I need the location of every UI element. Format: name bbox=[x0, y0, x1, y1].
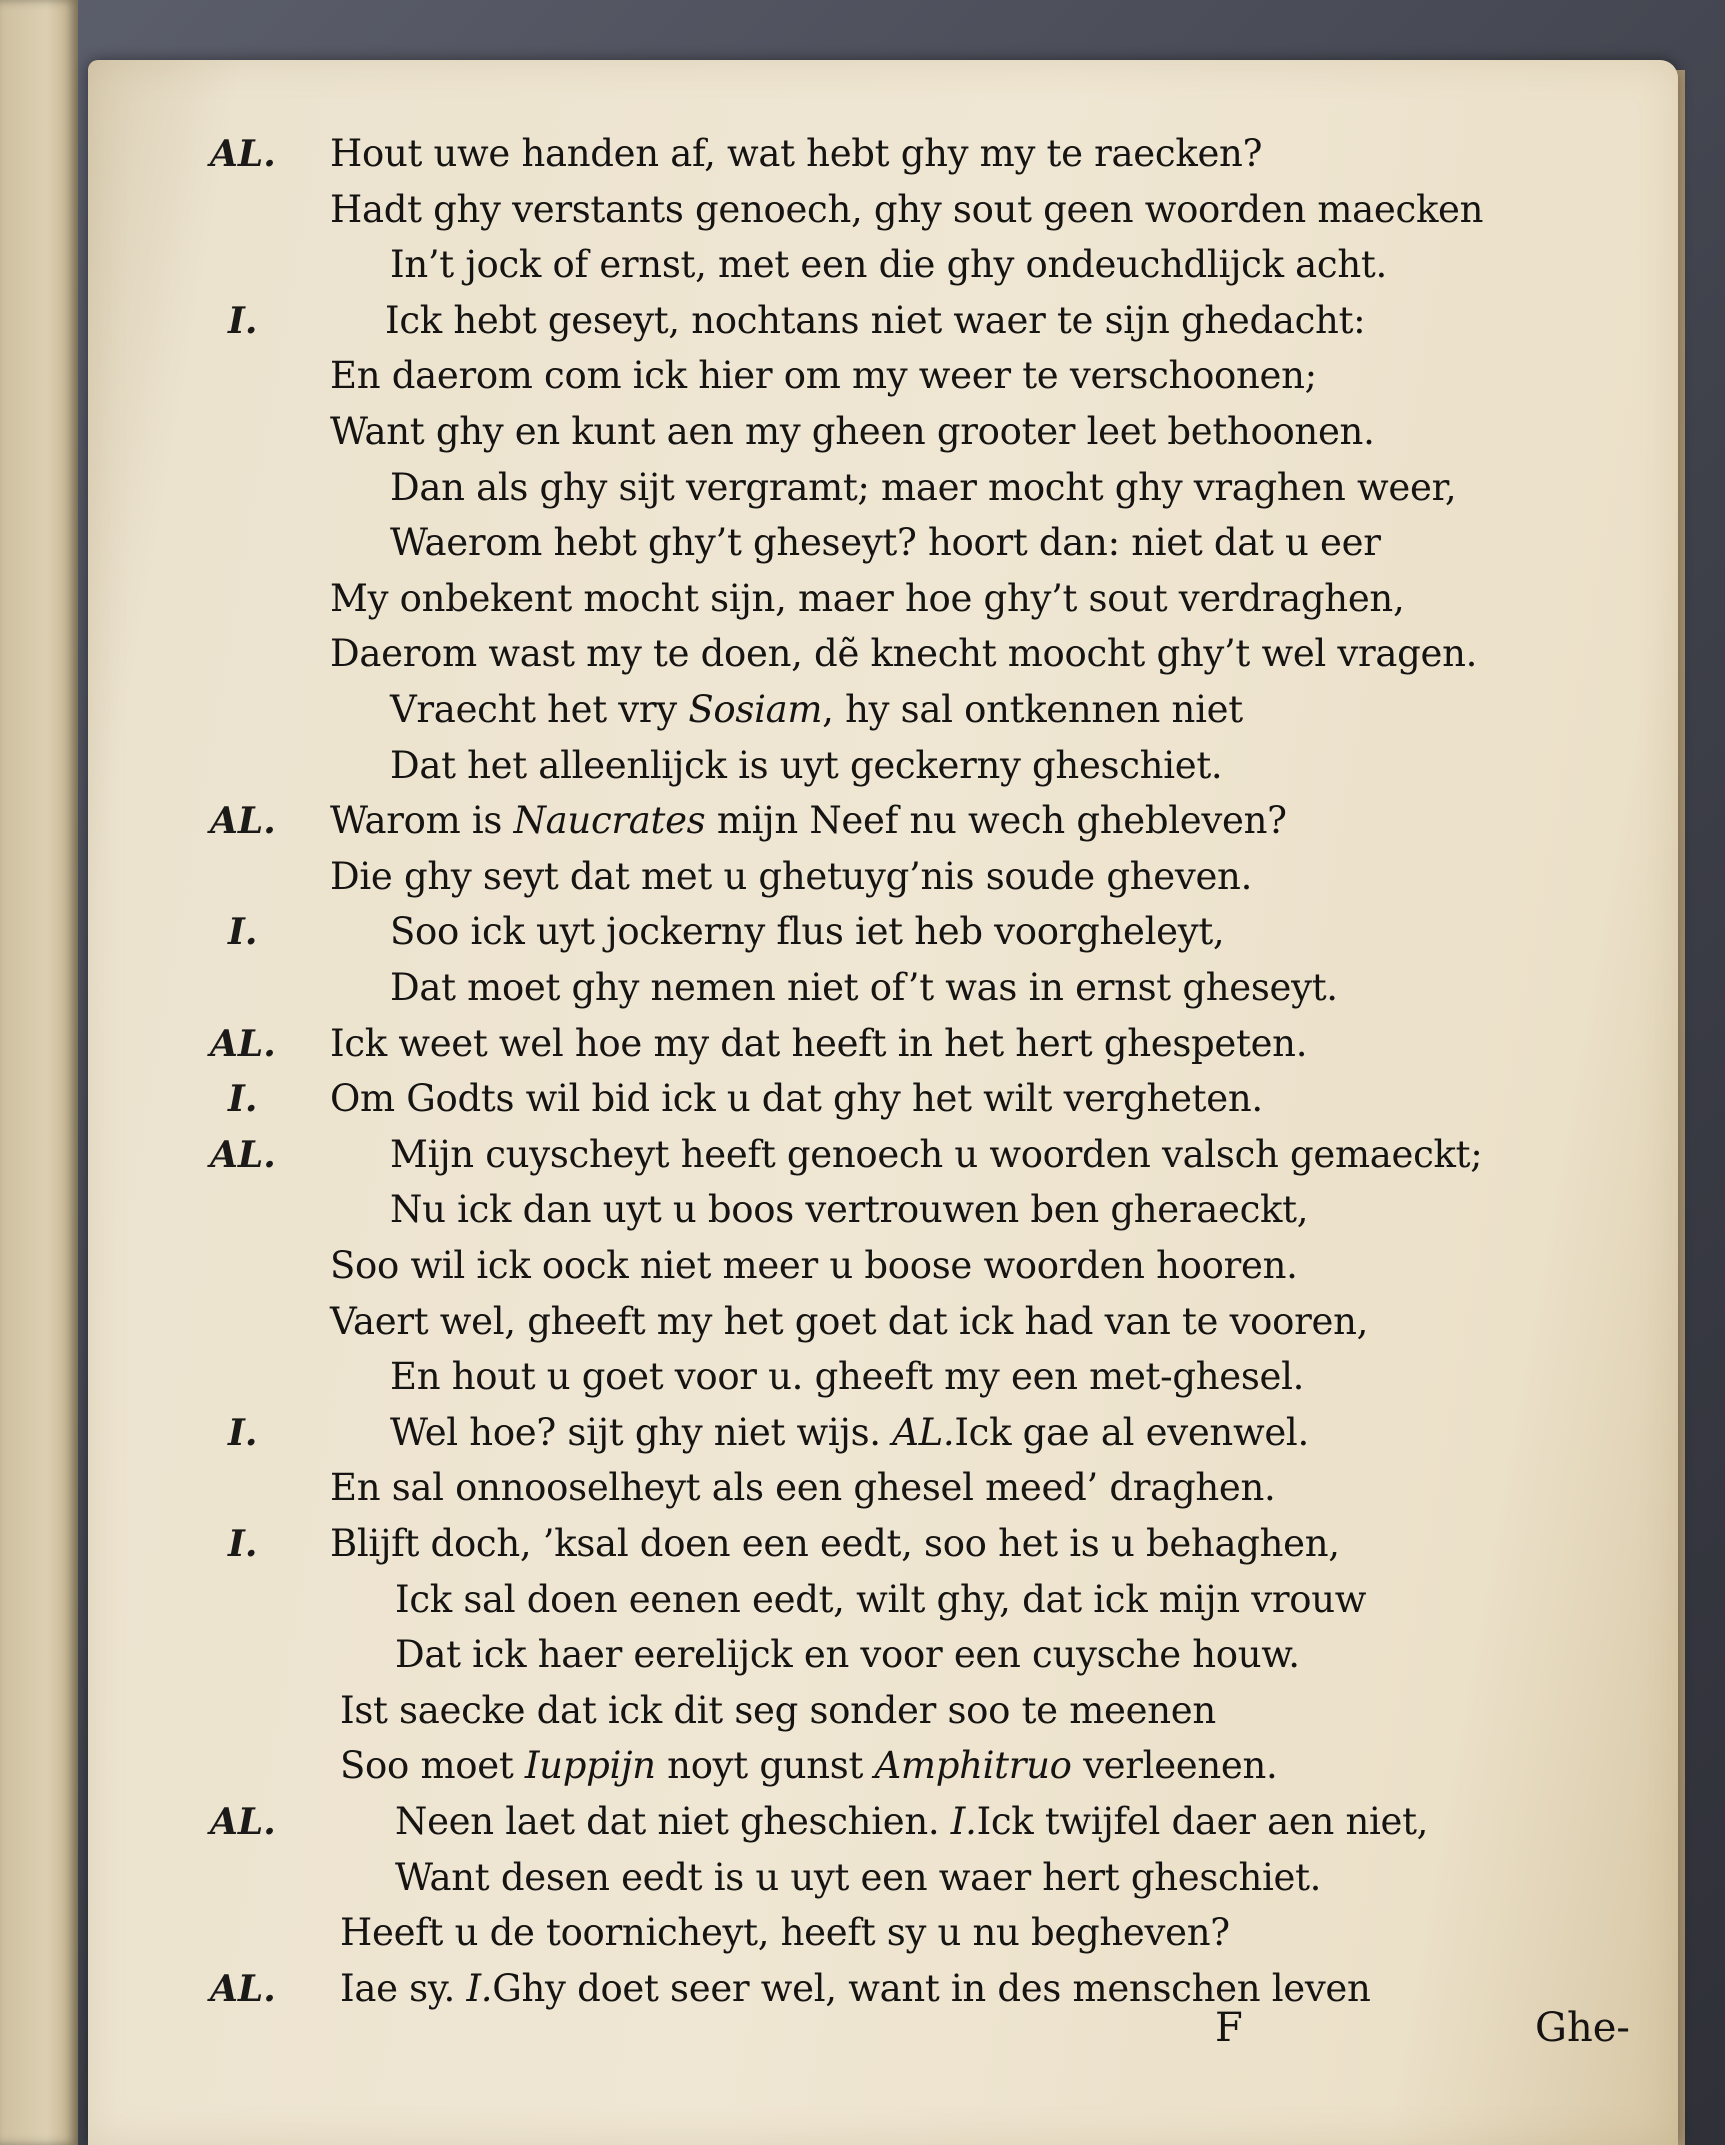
verse-line bbox=[0, 1349, 1725, 1405]
verse-line bbox=[0, 1016, 1725, 1072]
verse-text: Ist saecke dat ick dit seg sonder soo te meenen bbox=[340, 1688, 1216, 1732]
speaker-label: AL. bbox=[210, 1801, 276, 1843]
verse-line bbox=[0, 126, 1725, 182]
verse-line bbox=[0, 293, 1725, 349]
verse-text bbox=[390, 1405, 1309, 1461]
verse-line bbox=[0, 904, 1725, 960]
verse-text: Hadt ghy verstants genoech, ghy sout geen woorden maecken bbox=[330, 187, 1484, 231]
verse-segment: Ghy doet seer wel, want in des menschen leven bbox=[492, 1966, 1371, 2010]
speaker-label: I. bbox=[228, 299, 258, 342]
italic-name: AL. bbox=[892, 1410, 955, 1454]
verse-text bbox=[330, 793, 1287, 849]
verse-text: Soo wil ick oock niet meer u boose woorden hooren. bbox=[330, 1244, 1298, 1287]
italic-name: Naucrates bbox=[513, 799, 706, 843]
italic-name: I. bbox=[950, 1800, 977, 1843]
verse-line bbox=[0, 626, 1725, 682]
speaker-label: I. bbox=[228, 1411, 258, 1454]
verse-segment: noyt gunst bbox=[655, 1744, 875, 1788]
verse-text: Ick sal doen eenen eedt, wilt ghy, dat ick mijn vrouw bbox=[395, 1577, 1367, 1621]
verse-line bbox=[0, 1627, 1725, 1683]
verse-line bbox=[0, 1238, 1725, 1294]
verse-segment: Ick twijfel daer aen niet, bbox=[976, 1800, 1429, 1843]
verse-line bbox=[0, 348, 1725, 404]
verse-segment: Ick gae al evenwel. bbox=[954, 1410, 1309, 1454]
verse-text: Heeft u de toornicheyt, heeft sy u nu begheven? bbox=[340, 1911, 1230, 1955]
verse-text: En daerom com ick hier om my weer te verschoonen; bbox=[330, 354, 1317, 398]
verse-text: Blijft doch, ’ksal doen een eedt, soo het is u behaghen, bbox=[330, 1522, 1340, 1565]
verse-segment: , hy sal ontkennen niet bbox=[822, 688, 1243, 731]
verse-line bbox=[0, 1516, 1725, 1572]
verse-line bbox=[0, 1683, 1725, 1739]
verse-line bbox=[0, 1127, 1725, 1183]
verse-text bbox=[340, 1738, 1278, 1794]
italic-name: Amphitruo bbox=[874, 1744, 1072, 1788]
verse-line bbox=[0, 793, 1725, 849]
verse-line bbox=[0, 571, 1725, 627]
verse-line bbox=[0, 182, 1725, 238]
verse-line bbox=[0, 738, 1725, 794]
verse-text: Dat moet ghy nemen niet of’t was in ernst gheseyt. bbox=[390, 966, 1338, 1009]
verse-text: Dat het alleenlijck is uyt geckerny gheschiet. bbox=[390, 743, 1223, 787]
verse-text: Soo ick uyt jockerny flus iet heb voorgheleyt, bbox=[390, 910, 1225, 954]
speaker-label: I. bbox=[228, 911, 258, 954]
verse-text: My onbekent mocht sijn, maer hoe ghy’t sout verdraghen, bbox=[330, 576, 1405, 620]
verse-text: Dan als ghy sijt vergramt; maer mocht ghy vraghen weer, bbox=[390, 465, 1457, 509]
verse-line bbox=[0, 237, 1725, 293]
italic-name: Iuppijn bbox=[524, 1744, 656, 1788]
verse-line bbox=[0, 849, 1725, 905]
verse-line bbox=[0, 1071, 1725, 1127]
verse-line bbox=[0, 1182, 1725, 1238]
verse-line bbox=[0, 1572, 1725, 1628]
verse-line bbox=[0, 1850, 1725, 1906]
speaker-label: AL. bbox=[210, 1967, 276, 2010]
verse-text: Vaert wel, gheeft my het goet dat ick had van te vooren, bbox=[330, 1299, 1369, 1343]
verse-segment: Soo moet bbox=[340, 1744, 525, 1788]
verse-line bbox=[0, 1738, 1725, 1794]
verse-text: Want desen eedt is u uyt een waer hert gheschiet. bbox=[395, 1855, 1322, 1899]
verse-segment: Warom is bbox=[330, 799, 514, 843]
verse-segment: Iae sy. bbox=[340, 1966, 467, 2010]
speaker-label: I. bbox=[228, 1523, 258, 1565]
verse-line bbox=[0, 404, 1725, 460]
verse-text: Daerom wast my te doen, dẽ knecht moocht ghy’t wel vragen. bbox=[330, 632, 1478, 676]
verse-segment: mijn Neef nu wech ghebleven? bbox=[705, 799, 1287, 843]
signature-mark: F bbox=[1215, 2005, 1243, 2051]
verse-line bbox=[0, 515, 1725, 571]
italic-name: Sosiam bbox=[688, 688, 823, 731]
verse-line bbox=[0, 1905, 1725, 1961]
verse-text: Want ghy en kunt aen my gheen grooter leet bethoonen. bbox=[330, 410, 1375, 453]
speaker-label: AL. bbox=[210, 133, 276, 175]
verse-segment: Vraecht het vry bbox=[390, 688, 689, 731]
verse-text: Dat ick haer eerelijck en voor een cuysche houw. bbox=[395, 1633, 1300, 1677]
verse-text bbox=[395, 1794, 1428, 1850]
italic-name: I. bbox=[466, 1966, 493, 2010]
verse-text: Hout uwe handen af, wat hebt ghy my te raecken? bbox=[330, 132, 1263, 175]
verse-text: En sal onnooselheyt als een ghesel meed’ draghen. bbox=[330, 1466, 1276, 1510]
speaker-label: AL. bbox=[210, 800, 276, 843]
verse-text bbox=[390, 682, 1243, 738]
speaker-label: AL. bbox=[210, 1133, 276, 1176]
verse-text: Mijn cuyscheyt heeft genoech u woorden valsch gemaeckt; bbox=[390, 1132, 1483, 1176]
verse-text: In’t jock of ernst, met een die ghy ondeuchdlijck acht. bbox=[390, 243, 1387, 287]
verse-text: Nu ick dan uyt u boos vertrouwen ben gheraeckt, bbox=[390, 1188, 1309, 1232]
speaker-label: AL. bbox=[210, 1022, 276, 1065]
verse-line bbox=[0, 1294, 1725, 1350]
verse-segment: verleenen. bbox=[1071, 1744, 1278, 1788]
catchword: Ghe- bbox=[1535, 2005, 1630, 2051]
verse-text: Die ghy seyt dat met u ghetuyg’nis soude gheven. bbox=[330, 854, 1253, 898]
verse-text: Ick hebt geseyt, nochtans niet waer te sijn ghedacht: bbox=[385, 298, 1366, 342]
verse-text: Waerom hebt ghy’t gheseyt? hoort dan: niet dat u eer bbox=[390, 521, 1381, 565]
verse-line bbox=[0, 1961, 1725, 2017]
verse-line bbox=[0, 460, 1725, 516]
verse-segment: Neen laet dat niet gheschien. bbox=[395, 1800, 951, 1843]
verse-line bbox=[0, 682, 1725, 738]
verse-line bbox=[0, 960, 1725, 1016]
speaker-label: I. bbox=[228, 1078, 258, 1121]
verse-segment: Wel hoe? sijt ghy niet wijs. bbox=[390, 1410, 893, 1454]
verse-text: Om Godts wil bid ick u dat ghy het wilt vergheten. bbox=[330, 1077, 1263, 1121]
verse-text: En hout u goet voor u. gheeft my een met-ghesel. bbox=[390, 1355, 1305, 1399]
verse-line bbox=[0, 1794, 1725, 1850]
verse-text: Ick weet wel hoe my dat heeft in het hert ghespeten. bbox=[330, 1021, 1308, 1065]
verse-line bbox=[0, 1460, 1725, 1516]
verse-line bbox=[0, 1405, 1725, 1461]
